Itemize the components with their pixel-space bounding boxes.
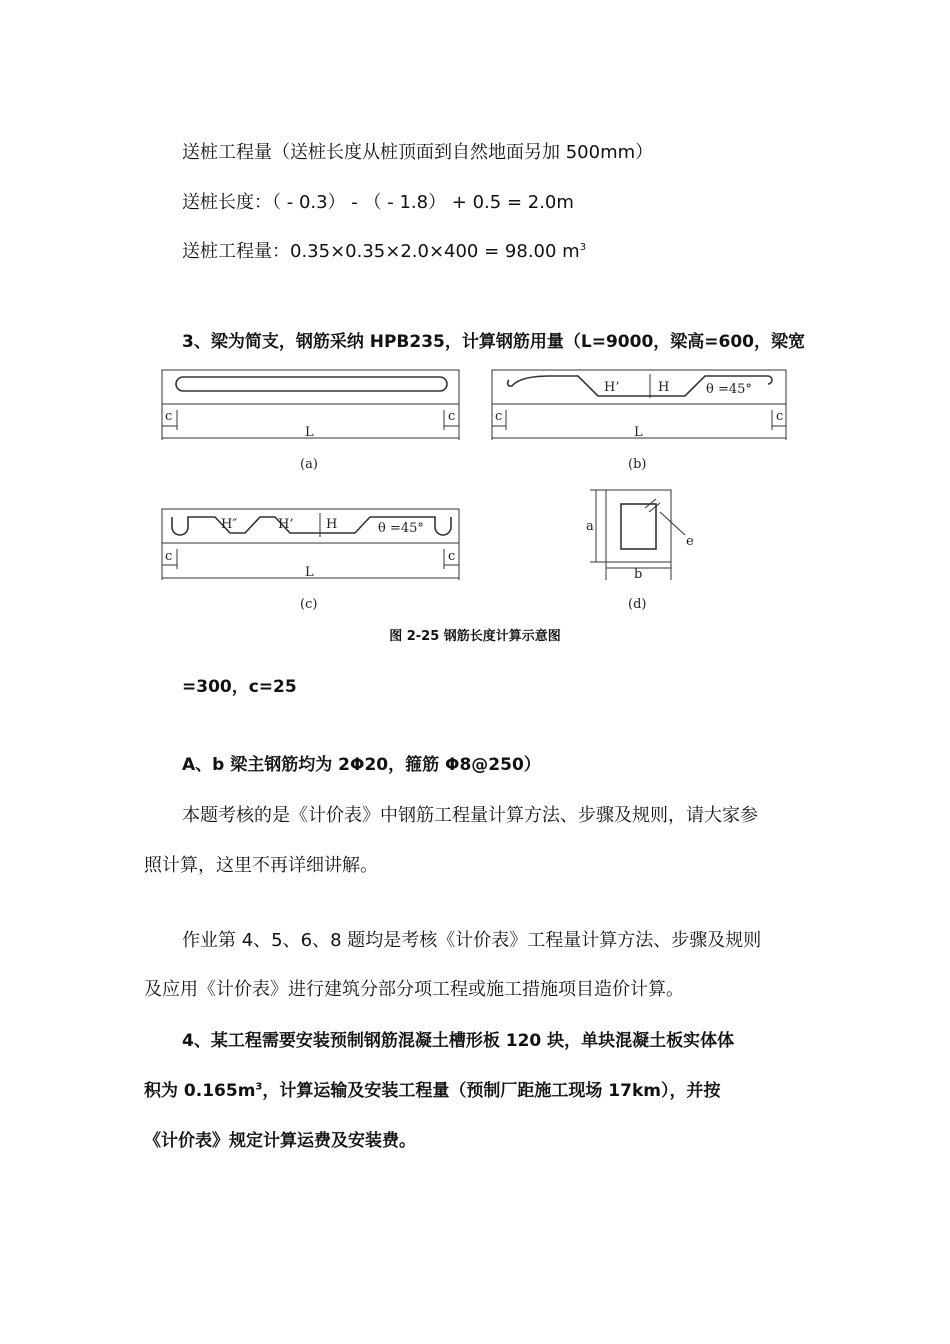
question-3-continuation: =300，c=25 [182, 677, 297, 697]
question-3-rebar-spec: A、b 梁主钢筋均为 2Φ20，箍筋 Φ8@250） [182, 755, 541, 775]
label-c-c-right: c [448, 549, 456, 564]
label-c-b-left: c [495, 409, 503, 424]
label-H1-b: H’ [604, 380, 620, 395]
column-section-outline [606, 490, 671, 562]
rebar-a [176, 377, 447, 391]
subfigure-a-label: (a) [300, 457, 318, 472]
label-c-c-left: c [165, 549, 173, 564]
question-4-line-2: 积为 $0.165m^3$，计算运输及安装工程量（预制厂距施工现场 17km），并按 [144, 1081, 721, 1101]
subfigure-c-label: (c) [300, 597, 318, 612]
label-H1-c: H’ [278, 517, 294, 532]
label-c-b-right: c [776, 409, 784, 424]
label-c-a-left: c [165, 409, 173, 424]
pile-volume-calc: 送桩工程量：0.35×0.35×2.0×400 = 98.00 $m^3$ [182, 241, 587, 262]
pile-length-rule: 送桩工程量（送桩长度从桩顶面到自然地面另加 500mm） [182, 142, 654, 163]
subfigure-b-label: (b) [628, 457, 647, 472]
question-3-explain-1: 本题考核的是《计价表》中钢筋工程量计算方法、步骤及规则，请大家参 [182, 805, 758, 826]
label-L-c: L [305, 565, 314, 580]
label-a-d: a [586, 519, 594, 534]
homework-note-2: 及应用《计价表》进行建筑分部分项工程或施工措施项目造价计算。 [144, 979, 684, 1000]
label-theta-b: θ =45° [706, 382, 752, 397]
label-L-b: L [634, 425, 643, 440]
question-3-heading: 3、梁为简支，钢筋采纳 HPB235，计算钢筋用量（L=9000，梁高=600，梁宽 [182, 332, 805, 352]
label-H-b: H [658, 380, 670, 395]
question-4-line-1: 4、某工程需要安装预制钢筋混凝土槽形板 120 块，单块混凝土板实体体 [182, 1031, 735, 1051]
label-b-d: b [634, 567, 643, 582]
label-H-c: H [326, 517, 338, 532]
figure-caption: 图 2-25 钢筋长度计算示意图 [389, 629, 561, 644]
label-c-a-right: c [448, 409, 456, 424]
beam-a-outline [162, 370, 459, 404]
pile-length-calc: 送桩长度：（ - 0.3） - （ - 1.8） + 0.5 = 2.0m [182, 192, 574, 213]
label-e-d: e [686, 534, 694, 549]
label-H2-c: H″ [221, 517, 238, 532]
rebar-length-figure [0, 355, 950, 620]
label-theta-c: θ =45° [378, 521, 424, 536]
subfigure-d-label: (d) [628, 597, 647, 612]
question-3-explain-2: 照计算，这里不再详细讲解。 [144, 855, 378, 876]
label-L-a: L [305, 425, 314, 440]
homework-note-1: 作业第 4、5、6、8 题均是考核《计价表》工程量计算方法、步骤及规则 [182, 930, 762, 951]
question-4-line-3: 《计价表》规定计算运费及安装费。 [144, 1131, 416, 1151]
